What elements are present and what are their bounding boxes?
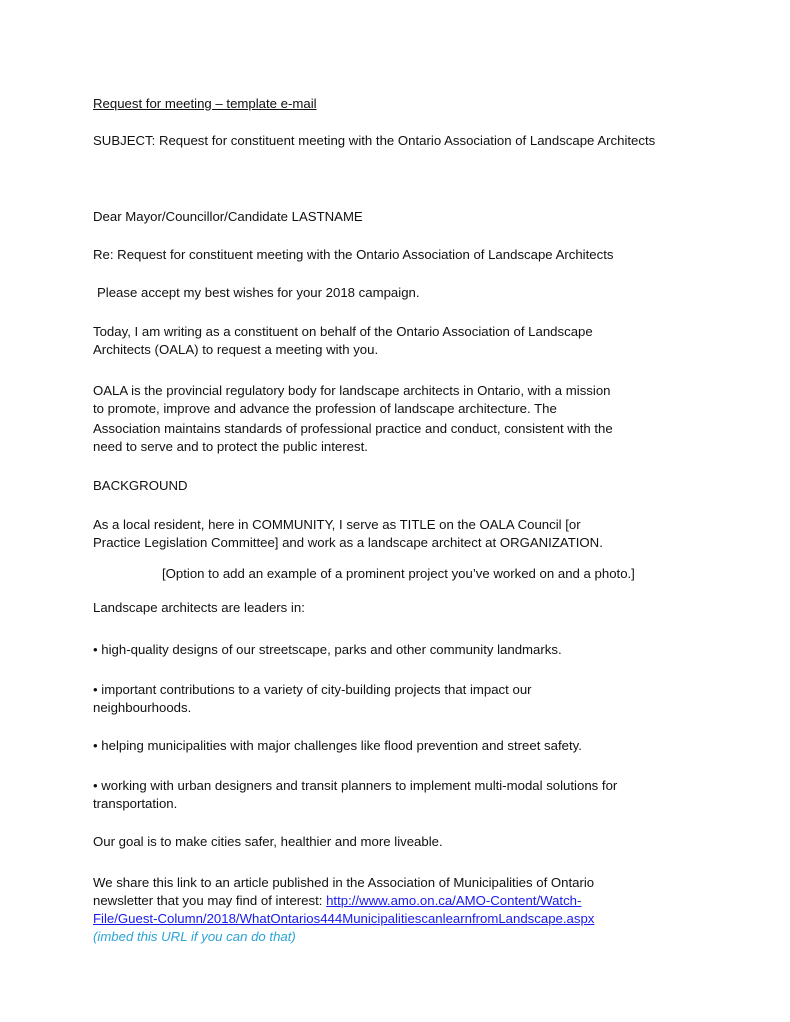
share-line-1: We share this link to an article published in the Association of Municipalities of Ontario bbox=[93, 875, 595, 890]
wishes-paragraph: Please accept my best wishes for your 2018 campaign. bbox=[97, 285, 420, 300]
option-note: [Option to add an example of a prominent project you’ve worked on and a photo.] bbox=[162, 566, 635, 581]
share-line-2 bbox=[93, 892, 713, 910]
resident-line-2: Practice Legislation Committee] and work as a landscape architect at ORGANIZATION. bbox=[93, 535, 603, 550]
resident-paragraph bbox=[93, 516, 733, 552]
embed-note: (imbed this URL if you can do that) bbox=[93, 929, 296, 944]
bullet-line-2: neighbourhoods. bbox=[93, 700, 192, 715]
salutation: Dear Mayor/Councillor/Candidate LASTNAME bbox=[93, 209, 363, 224]
about-line-4: need to serve and to protect the public interest. bbox=[93, 439, 368, 454]
leaders-intro: Landscape architects are leaders in: bbox=[93, 600, 305, 615]
bullet-item bbox=[93, 681, 733, 717]
intro-line-1: Today, I am writing as a constituent on behalf of the Ontario Association of Landscape bbox=[93, 324, 593, 339]
about-paragraph bbox=[93, 382, 733, 456]
intro-line-2: Architects (OALA) to request a meeting with you. bbox=[93, 342, 379, 357]
bullet-line-2: transportation. bbox=[93, 796, 178, 811]
bullet-line-1: • important contributions to a variety of city-building projects that impact our bbox=[93, 682, 532, 697]
bullet-item: • helping municipalities with major challenges like flood prevention and street safety. bbox=[93, 738, 582, 753]
about-line-2: to promote, improve and advance the profession of landscape architecture. The bbox=[93, 401, 557, 416]
article-link-part-1[interactable]: http://www.amo.on.ca/AMO-Content/Watch- bbox=[326, 893, 582, 908]
goal-statement: Our goal is to make cities safer, healthier and more liveable. bbox=[93, 834, 443, 849]
share-line-2-prefix: newsletter that you may find of interest: bbox=[93, 893, 327, 908]
article-link-part-2[interactable]: File/Guest-Column/2018/WhatOntarios444MunicipalitiescanlearnfromLandscape.aspx bbox=[93, 911, 595, 926]
bullet-line-1: • working with urban designers and transit planners to implement multi-modal solutions for bbox=[93, 778, 618, 793]
about-line-1: OALA is the provincial regulatory body for landscape architects in Ontario, with a mission bbox=[93, 383, 611, 398]
bullet-item bbox=[93, 777, 733, 813]
subject-line: SUBJECT: Request for constituent meeting with the Ontario Association of Landscape Architects bbox=[93, 133, 656, 148]
share-line-3 bbox=[93, 910, 713, 928]
bullet-item: • high-quality designs of our streetscape, parks and other community landmarks. bbox=[93, 642, 562, 657]
share-paragraph bbox=[93, 874, 713, 946]
background-heading: BACKGROUND bbox=[93, 478, 188, 493]
document-heading: Request for meeting – template e-mail bbox=[93, 96, 317, 111]
resident-line-1: As a local resident, here in COMMUNITY, I serve as TITLE on the OALA Council [or bbox=[93, 517, 581, 532]
re-line: Re: Request for constituent meeting with the Ontario Association of Landscape Architects bbox=[93, 247, 614, 262]
about-line-3: Association maintains standards of professional practice and conduct, consistent with the bbox=[93, 421, 613, 436]
intro-paragraph bbox=[93, 323, 733, 359]
